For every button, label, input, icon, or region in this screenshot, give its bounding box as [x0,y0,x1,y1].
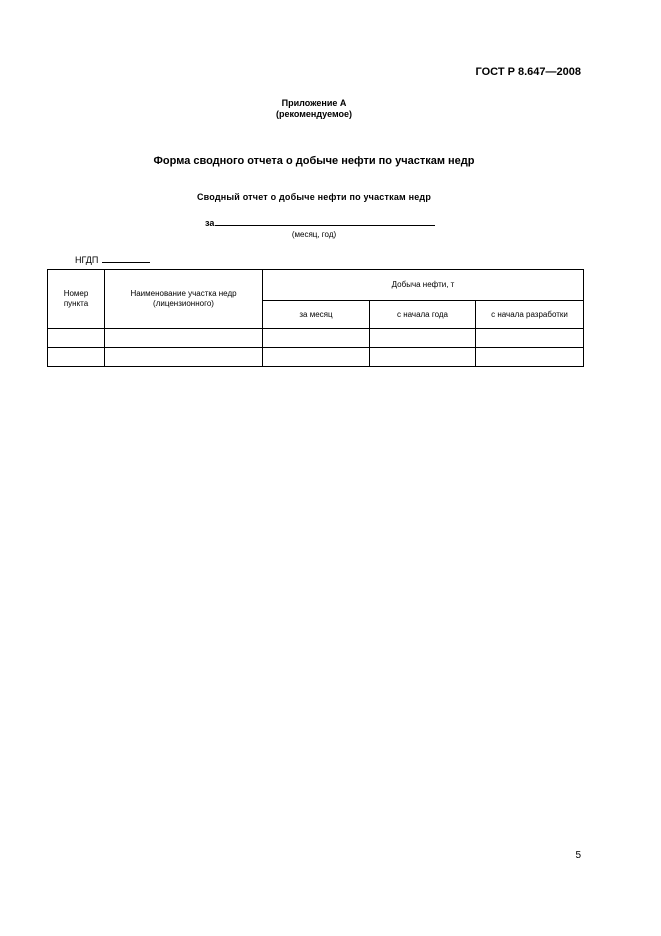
table-cell[interactable] [48,329,105,348]
appendix-subtitle: (рекомендуемое) [276,109,352,119]
form-title: Форма сводного отчета о добыче нефти по участкам недр [153,155,475,167]
page-number: 5 [575,850,581,861]
table-cell[interactable] [476,329,584,348]
header-month: за месяц [263,301,370,329]
table-header-row [48,270,584,301]
table-row [48,348,584,367]
header-production: Добыча нефти, т [263,270,584,301]
document-code: ГОСТ Р 8.647—2008 [475,66,581,78]
header-year-to-date: с начала года [370,301,476,329]
period-line [205,217,435,228]
appendix-title: Приложение А [281,98,347,108]
table-cell[interactable] [263,329,370,348]
table-cell[interactable] [476,348,584,367]
period-label: за [205,218,215,228]
report-title: Сводный отчет о добыче нефти по участкам недр [196,192,432,202]
table-cell[interactable] [370,348,476,367]
header-name: Наименование участка недр (лицензионного) [105,270,263,329]
table-cell[interactable] [263,348,370,367]
table-cell[interactable] [370,329,476,348]
ngdp-blank-field[interactable] [102,254,150,263]
table-cell[interactable] [105,348,263,367]
table-row [48,329,584,348]
header-since-start: с начала разработки [476,301,584,329]
table-cell[interactable] [48,348,105,367]
period-blank-field[interactable] [215,217,435,226]
ngdp-label: НГДП [75,255,99,265]
ngdp-line [75,254,150,265]
report-table [47,269,584,367]
period-hint: (месяц, год) [291,230,337,239]
header-number: Номер пункта [48,270,105,329]
table-cell[interactable] [105,329,263,348]
